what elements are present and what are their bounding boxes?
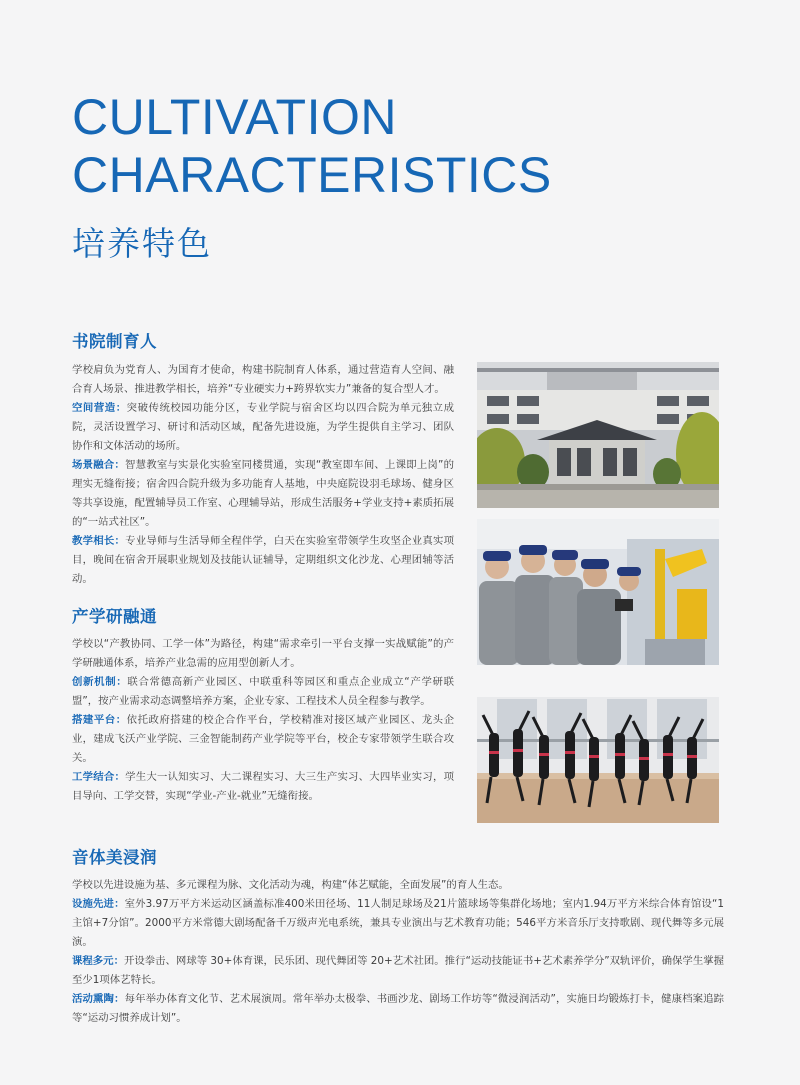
section-heading-arts-sports: 音体美浸润 xyxy=(72,848,157,867)
item-label: 设施先进： xyxy=(72,898,125,910)
item-label: 活动熏陶： xyxy=(72,993,125,1005)
section-intro: 学校肩负为党育人、为国育才使命，构建书院制育人体系，通过营造育人空间、融合育人场景、推进教学相长，培养“专业硬实力+跨界软实力”兼备的复合型人才。 xyxy=(72,364,454,395)
photo-dance-studio xyxy=(477,677,719,823)
section-intro: 学校以“产教协同、工学一体”为路径，构建“需求牵引一平台支撑一实战赋能”的产学研融通体系，培养产业急需的应用型创新人才。 xyxy=(72,638,454,669)
item-text: 依托政府搭建的校企合作平台，学校精准对接区域产业园区、龙头企业，建成飞沃产业学院、三金智能制药产业学院等平台，校企专家带领学生联合攻关。 xyxy=(72,714,455,764)
item-label: 课程多元： xyxy=(72,955,124,967)
item-text: 联合常德高新产业园区、中联重科等园区和重点企业成立“产学研联盟”，按产业需求动态调整培养方案，企业专家、工程技术人员全程参与教学。 xyxy=(72,676,454,707)
item-label: 场景融合： xyxy=(72,459,126,471)
section-intro: 学校以先进设施为基、多元课程为脉、文化活动为魂，构建“体艺赋能，全面发展”的育人生态。 xyxy=(72,879,509,891)
section-body-arts-sports xyxy=(72,876,724,1028)
item-label: 空间营造： xyxy=(72,402,127,414)
page-title-chinese: 培养特色 xyxy=(72,224,212,263)
list-item xyxy=(72,673,454,711)
list-item xyxy=(72,768,454,806)
photo-industry-workshop xyxy=(477,519,719,665)
item-text: 开设拳击、网球等 30+体育课，民乐团、现代舞团等 20+艺术社团。推行“运动技能证书+艺术素养学分”双轨评价，确保学生掌握至少1项体艺特长。 xyxy=(72,955,724,986)
item-text: 学生大一认知实习、大二课程实习、大三生产实习、大四毕业实习，项目导向、工学交替，实现“学业-产业-就业”无缝衔接。 xyxy=(72,771,455,802)
item-text: 专业导师与生活导师全程伴学，白天在实验室带领学生攻坚企业真实项目，晚间在宿舍开展职业规划及技能认证辅导，定期组织文化沙龙、心理团辅等活动。 xyxy=(72,535,455,585)
item-label: 工学结合： xyxy=(72,771,126,783)
list-item xyxy=(72,711,454,768)
title-line-2: CHARACTERISTICS xyxy=(72,147,552,203)
section-heading-academy: 书院制育人 xyxy=(72,332,157,351)
section-body-industry xyxy=(72,635,454,806)
item-text: 智慧教室与实景化实验室同楼贯通，实现“教室即车间、上课即上岗”的理实无缝衔接；宿舍四合院升级为多功能育人基地，中央庭院设羽毛球场、健身区等共享设施，配置辅导员工作室、心理辅导站，形成生活服务+学业支持+素质拓展的“一站式社区”。 xyxy=(72,459,455,528)
title-line-1: CULTIVATION xyxy=(72,89,397,145)
item-text: 室外3.97万平方米运动区涵盖标准400米田径场、11人制足球场及21片篮球场等集群化场地；室内1.94万平方米综合体育馆设“1主馆+7分馆”。2000平方米常德大剧场配备千万级声光电系统，兼具专业演出与艺术教育功能；546平方米音乐厅支持歌剧、现代舞等多元展演。 xyxy=(72,898,725,948)
item-label: 搭建平台： xyxy=(72,714,127,726)
list-item xyxy=(72,399,454,456)
item-label: 创新机制： xyxy=(72,676,128,688)
list-item xyxy=(72,456,454,532)
page-title-english xyxy=(72,88,552,204)
list-item xyxy=(72,990,724,1028)
section-heading-industry: 产学研融通 xyxy=(72,607,157,626)
item-label: 教学相长： xyxy=(72,535,126,547)
item-text: 每年举办体育文化节、艺术展演周。常年举办太极拳、书画沙龙、剧场工作坊等“微浸润活动”，实施日均锻炼打卡，健康档案追踪等“运动习惯养成计划”。 xyxy=(72,993,725,1024)
list-item xyxy=(72,895,724,952)
item-text: 突破传统校园功能分区，专业学院与宿舍区均以四合院为单元独立成院，灵活设置学习、研讨和活动区域，配备先进设施，为学生提供自主学习、团队协作和文体活动的场所。 xyxy=(72,402,455,452)
photo-academy-courtyard xyxy=(477,362,719,508)
section-body-academy xyxy=(72,361,454,589)
list-item xyxy=(72,952,724,990)
list-item xyxy=(72,532,454,589)
